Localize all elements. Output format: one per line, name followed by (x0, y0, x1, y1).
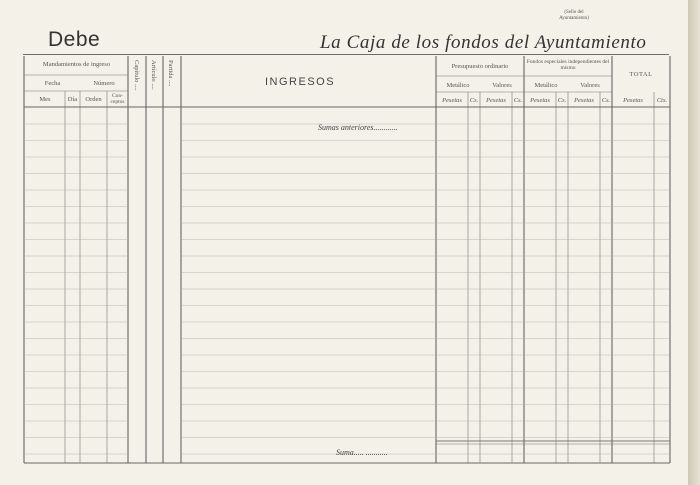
valores-especiales-header: Valores (580, 82, 600, 89)
presupuesto-ordinario-header: Presupuesto ordinario (451, 63, 509, 70)
conceptos-header: Con-ceptos (110, 93, 125, 105)
valores-ordinario-header: Valores (492, 82, 512, 89)
partida-header: Partida .... (167, 60, 174, 87)
metalico-especiales-header: Metálico (534, 82, 558, 89)
fondos-especiales-header: Fondos especiales independientes del mismo (526, 59, 610, 71)
cs-col-4: Cs. (601, 97, 611, 104)
dia-header: Día (67, 96, 78, 103)
cs-col-2: Cs. (513, 97, 523, 104)
sumas-anteriores: Sumas anteriores............ (318, 123, 398, 132)
fecha-header: Fecha (44, 80, 61, 87)
cts-total: Cts. (656, 97, 668, 104)
seal-label: (Sello del Ayuntamiento) (559, 10, 589, 21)
total-header: TOTAL (629, 71, 653, 78)
cs-col-3: Cs. (557, 97, 567, 104)
mandamientos-header: Mandamientos de ingreso (42, 61, 111, 68)
capitulo-header: Capítulo .... (133, 60, 140, 91)
metalico-ordinario-header: Metálico (446, 82, 470, 89)
numero-header: Número (93, 80, 115, 87)
cs-col-1: Cs. (469, 97, 479, 104)
pesetas-total: Pesetas (623, 97, 643, 104)
pesetas-col-4: Pesetas (574, 97, 594, 104)
ledger-heading: La Caja de los fondos del Ayuntamiento (320, 32, 647, 53)
pesetas-col-3: Pesetas (530, 97, 550, 104)
suma: Suma..... ........... (336, 448, 388, 457)
orden-header: Orden (85, 96, 102, 103)
ingresos-header: INGRESOS (265, 76, 336, 88)
pesetas-col-1: Pesetas (442, 97, 462, 104)
articulo-header: Artículo .... (150, 60, 157, 90)
pesetas-col-2: Pesetas (486, 97, 506, 104)
mes-header: Mes (39, 96, 51, 103)
debe-title: Debe (48, 28, 101, 51)
